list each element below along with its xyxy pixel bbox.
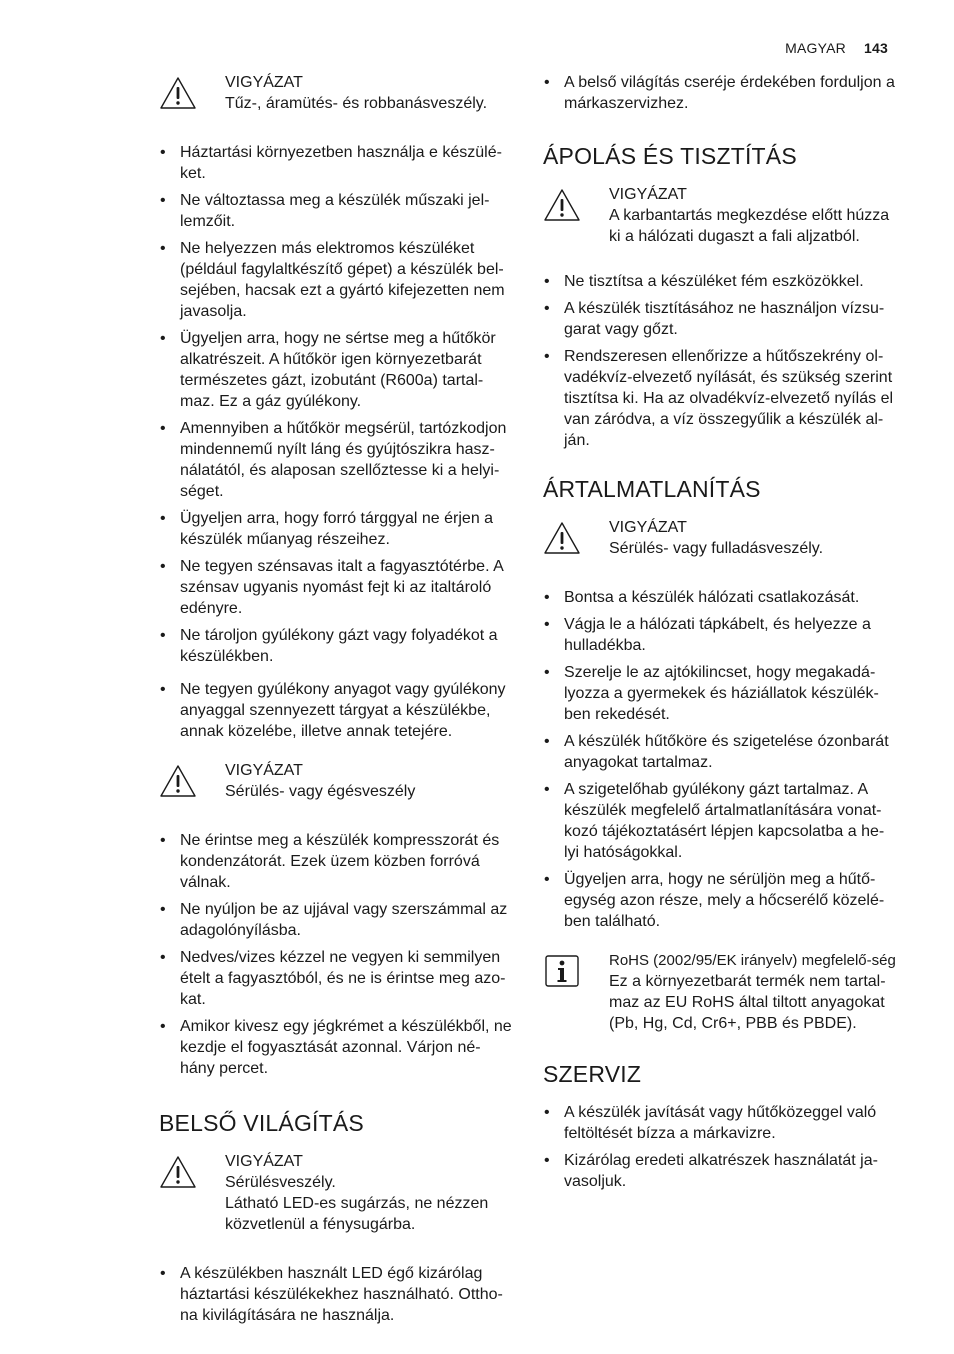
disposal-list (543, 587, 899, 932)
right-column (543, 72, 899, 1210)
list-item: • Ne helyezzen más elektromos készüléket (például fagylaltkészítő gépet) a készülék bel-sejében, hacsak ezt a gyártó kifejezetten nem javasolja. (159, 238, 515, 322)
list-item: • Szerelje le az ajtókilincset, hogy megakadá-lyozza a gyermekek és háziállatok készülék-ben rekedését. (543, 662, 899, 725)
care-list (543, 271, 899, 451)
list-item: • Ne változtassa meg a készülék műszaki jel-lemzőit. (159, 190, 515, 232)
warning-title: VIGYÁZAT (225, 762, 303, 779)
warning-led (159, 1151, 515, 1235)
list-item: • Ne tároljon gyúlékony gázt vagy folyadékot a készülékben. (159, 625, 515, 667)
safety-list-2 (159, 830, 515, 1079)
list-item: • Ügyeljen arra, hogy ne sérüljön meg a hűtő-egység azon része, mely a hőcserélő közelé-ben található. (543, 869, 899, 932)
warning-text: A karbantartás megkezdése előtt húzza ki a hálózati dugaszt a fali aljzatból. (609, 207, 890, 245)
list-item: • A készülék tisztításához ne használjon vízsu-garat vagy gőzt. (543, 298, 899, 340)
page-header (785, 38, 888, 59)
list-item: • Rendszeresen ellenőrizze a hűtőszekrény ol-vadékvíz-elvezető nyílását, és szükség szerint tisztítsa ki. Ha az olvadékvíz-elvezető nyílás el van záródva, a víz összegyűlik a készülék al-ján. (543, 346, 899, 451)
warning-triangle-icon (159, 1151, 225, 1189)
list-item: • A belső világítás cseréje érdekében forduljon a márkaszervizhez. (543, 72, 899, 114)
info-text: Ez a környezetbarát termék nem tartal-maz az EU RoHS által tiltott anyagokat (Pb, Hg, Cd, Cr6+, PBB és PBDE). (609, 973, 886, 1032)
warning-triangle-icon (159, 72, 225, 110)
list-item: • Vágja le a hálózati tápkábelt, és helyezze a hulladékba. (543, 614, 899, 656)
left-column (159, 72, 515, 1344)
list-item: • Amennyiben a hűtőkör megsérül, tartózkodjon mindennemű nyílt láng és gyújtószikra hasz-nálatától, és alaposan szellőztesse ki a helyi-séget. (159, 418, 515, 502)
warning-text: Látható LED-es sugárzás, ne nézzen közvetlenül a fénysugárba. (225, 1195, 489, 1233)
warning-text: Sérülés- vagy égésveszély (225, 783, 416, 800)
list-item: • Ne érintse meg a készülék kompresszorát és kondenzátorát. Ezek üzem közben forróvá válnak. (159, 830, 515, 893)
list-item: • Háztartási környezetben használja e készülé-ket. (159, 142, 515, 184)
list-item: • A szigetelőhab gyúlékony gázt tartalmaz. A készülék megfelelő ártalmatlanítására vonat-kozó tájékoztatásért lépjen kapcsolatba a he-lyi hatóságokkal. (543, 779, 899, 863)
warning-suffocation (543, 517, 899, 559)
warning-title: VIGYÁZAT (225, 1153, 303, 1170)
lighting-list-continued (543, 72, 899, 114)
warning-triangle-icon (543, 184, 609, 222)
section-heading-care: ÁPOLÁS ÉS TISZTÍTÁS (543, 143, 797, 169)
header-language: MAGYAR (785, 40, 846, 56)
warning-triangle-icon (543, 517, 609, 555)
service-list (543, 1102, 899, 1192)
section-heading-service: SZERVIZ (543, 1061, 642, 1087)
page-number: 143 (864, 40, 888, 56)
safety-list-1 (159, 142, 515, 742)
list-item: • Nedves/vizes kézzel ne vegyen ki semmilyen ételt a fagyasztóból, és ne is érintse meg azo-kat. (159, 947, 515, 1010)
warning-title: VIGYÁZAT (225, 74, 303, 91)
list-item: • A készülékben használt LED égő kizárólag háztartási készülékekhez használható. Ottho-na kivilágítására ne használja. (159, 1263, 515, 1326)
info-rohs (543, 950, 899, 1034)
warning-triangle-icon (159, 760, 225, 798)
info-title: RoHS (2002/95/EK irányelv) megfelelő-ség (609, 952, 896, 969)
warning-burn (159, 760, 515, 802)
warning-text: Sérülés- vagy fulladásveszély. (609, 540, 824, 557)
list-item: • Ügyeljen arra, hogy forró tárggyal ne érjen a készülék műanyag részeihez. (159, 508, 515, 550)
list-item: • Bontsa a készülék hálózati csatlakozását. (543, 587, 899, 608)
lighting-list (159, 1263, 515, 1326)
section-heading-lighting: BELSŐ VILÁGÍTÁS (159, 1110, 364, 1136)
list-item: • A készülék hűtőköre és szigetelése ózonbarát anyagokat tartalmaz. (543, 731, 899, 773)
list-item: • Ügyeljen arra, hogy ne sértse meg a hűtőkör alkatrészeit. A hűtőkör igen környezetbarát természetes gázt, izobutánt (R600a) tartal-maz. Ez a gáz gyúlékony. (159, 328, 515, 412)
warning-text: Tűz-, áramütés- és robbanásveszély. (225, 95, 488, 112)
warning-text: Sérülésveszély. (225, 1174, 336, 1191)
warning-title: VIGYÁZAT (609, 186, 687, 203)
list-item: • Kizárólag eredeti alkatrészek használatát ja-vasoljuk. (543, 1150, 899, 1192)
list-item: • Ne nyúljon be az ujjával vagy szerszámmal az adagolónyílásba. (159, 899, 515, 941)
warning-unplug (543, 184, 899, 247)
warning-title: VIGYÁZAT (609, 519, 687, 536)
info-icon (543, 950, 609, 988)
list-item: • Ne tegyen szénsavas italt a fagyasztótérbe. A szénsav ugyanis nyomást fejt ki az italtároló edényre. (159, 556, 515, 619)
list-item: • Ne tegyen gyúlékony anyagot vagy gyúlékony anyaggal szennyezett tárgyat a készülékbe, annak közelébe, illetve annak tetejére. (159, 679, 515, 742)
warning-fire (159, 72, 515, 114)
list-item: • Ne tisztítsa a készüléket fém eszközökkel. (543, 271, 899, 292)
list-item: • A készülék javítását vagy hűtőközeggel való feltöltését bízza a márkavizre. (543, 1102, 899, 1144)
section-heading-disposal: ÁRTALMATLANÍTÁS (543, 476, 761, 502)
list-item: • Amikor kivesz egy jégkrémet a készülékből, ne kezdje el fogyasztását azonnal. Várjon né-hány percet. (159, 1016, 515, 1079)
